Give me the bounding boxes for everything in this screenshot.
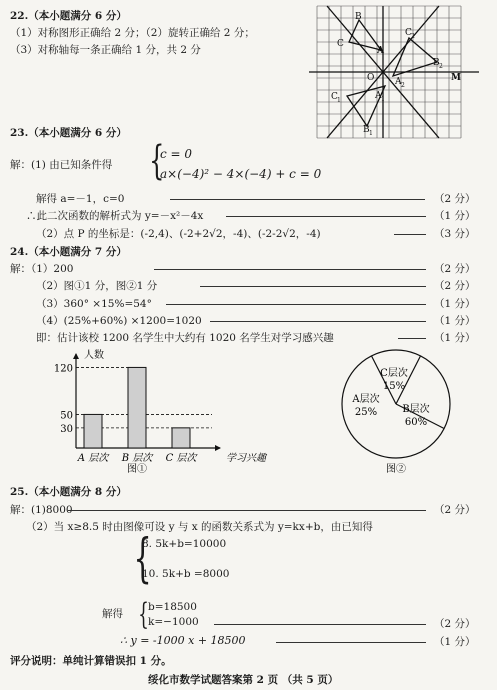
bar-x-arrow xyxy=(215,445,221,451)
bar xyxy=(172,428,190,448)
q25-line1-dash xyxy=(68,510,426,511)
q24-line5: 即：估计该校 1200 名学生中大约有 1020 名学生对学习感兴趣 xyxy=(36,332,334,344)
q24-line3-score: （1 分） xyxy=(434,298,476,310)
q25-final-score: （1 分） xyxy=(434,636,476,648)
bar-y-label: 人数 xyxy=(84,350,104,361)
q25-solve-score: （2 分） xyxy=(434,618,476,630)
bar-chart xyxy=(36,346,286,474)
pie-caption: 图② xyxy=(386,464,406,475)
bar-category-label: C 层次 xyxy=(165,453,197,464)
pie-slice-value: 60% xyxy=(404,417,428,428)
q22-line2: （3）对称轴每一条正确给 1 分，共 2 分 xyxy=(10,44,201,56)
label-A1: A xyxy=(375,91,382,101)
q24-line2: （2）图①1 分，图②1 分 xyxy=(36,280,158,292)
q24-line4-dash xyxy=(210,321,426,322)
label-A1-sub: 1 xyxy=(381,96,385,103)
label-C: C xyxy=(337,39,344,49)
q23-line1-score: （2 分） xyxy=(434,193,476,205)
bar-y-tick-label: 120 xyxy=(53,363,73,375)
q23-line1-dash xyxy=(170,199,425,200)
pie-slice-value: 15% xyxy=(382,381,406,392)
bar xyxy=(128,367,146,448)
label-M: M xyxy=(451,73,461,83)
q22-line1: （1）对称图形正确给 2 分；（2）旋转正确给 2 分； xyxy=(10,27,255,39)
bar-category-label: B 层次 xyxy=(121,453,153,464)
q24-line5-score: （1 分） xyxy=(434,332,476,344)
q25-solve-b: b=18500 xyxy=(148,601,197,613)
q24-line1-score: （2 分） xyxy=(434,263,476,275)
q24-line2-dash xyxy=(200,286,426,287)
bar xyxy=(84,414,102,448)
bar-y-tick-label: 30 xyxy=(60,423,73,435)
q23-line3-score: （3 分） xyxy=(434,228,476,240)
q24-line3-dash xyxy=(166,304,426,305)
q25-final-dash xyxy=(276,642,426,643)
q25-line2: （2）当 x≥8.5 时由图像可设 y 与 x 的函数关系式为 y=kx+b，由已知得 xyxy=(26,521,373,533)
q23-eq2: a×(−4)² − 4×(−4) + c = 0 xyxy=(160,167,322,181)
pie-slice-label: C层次 xyxy=(380,368,408,379)
q25-line1-score: （2 分） xyxy=(434,504,476,516)
pie-slice-label: A层次 xyxy=(352,394,380,405)
label-C1: C xyxy=(331,92,338,102)
q22-title: 22.（本小题满分 6 分） xyxy=(10,10,127,22)
label-C2-sub: 2 xyxy=(411,33,415,40)
q24-title: 24.（本小题满分 7 分） xyxy=(10,246,127,258)
label-B1-sub: 1 xyxy=(369,130,373,137)
label-A: A xyxy=(377,46,384,56)
q25-solve-brace: { xyxy=(138,597,149,632)
pie-slice-boundary xyxy=(396,356,421,404)
label-B2-sub: 2 xyxy=(439,63,443,70)
page-footer: 绥化市数学试题答案第 2 页 （共 5 页） xyxy=(148,674,339,686)
q23-eq1: c = 0 xyxy=(160,147,193,161)
label-C1-sub: 1 xyxy=(337,97,341,104)
bar-y-tick-label: 50 xyxy=(60,410,73,422)
label-A2-sub: 2 xyxy=(401,82,405,89)
label-B1: B xyxy=(363,125,370,135)
q23-line1: 解得 a=－1，c=0 xyxy=(36,193,125,205)
q24-line4-score: （1 分） xyxy=(434,315,476,327)
q24-line5-dash xyxy=(398,338,426,339)
q25-note: 评分说明：单纯计算错误扣 1 分。 xyxy=(10,655,172,667)
q24-line1-dash xyxy=(154,269,426,270)
q24-line2-score: （2 分） xyxy=(434,280,476,292)
q23-line2-dash xyxy=(226,216,426,217)
q25-eq2: 10. 5k+b =8000 xyxy=(142,568,230,580)
q23-solution-intro: 解：(1) 由已知条件得 xyxy=(10,159,113,171)
q25-line1: 解：(1)8000 xyxy=(10,504,73,516)
q24-line3: （3）360° ×15%=54° xyxy=(36,298,152,310)
q23-title: 23.（本小题满分 6 分） xyxy=(10,127,127,139)
label-O: O xyxy=(367,73,375,83)
q25-solve-k: k=−1000 xyxy=(148,616,199,628)
pie-slice-value: 25% xyxy=(354,407,378,418)
q23-line2-score: （1 分） xyxy=(434,210,476,222)
q25-solve-dash xyxy=(214,624,426,625)
bar-x-label: 学习兴趣 xyxy=(226,453,266,464)
q23-line3: （2）点 P 的坐标是：(-2,4)、(-2+2√2，-4)、(-2-2√2，-4) xyxy=(36,228,321,240)
pie-chart xyxy=(310,346,490,478)
label-B: B xyxy=(355,12,362,22)
q23-line2: ∴此二次函数的解析式为 y=－x²－4x xyxy=(26,210,204,222)
q25-eq1: 8. 5k+b=10000 xyxy=(142,538,227,550)
q25-solve-label: 解得 xyxy=(102,608,123,620)
q23-line3-dash xyxy=(394,234,426,235)
label-C2: C xyxy=(405,28,412,38)
q25-final: ∴ y = -1000 x + 18500 xyxy=(120,634,246,647)
label-B2: B xyxy=(433,58,440,68)
q25-title: 25.（本小题满分 8 分） xyxy=(10,486,127,498)
bar-y-arrow xyxy=(73,353,79,359)
bar-caption: 图① xyxy=(127,464,147,474)
q22-grid-figure xyxy=(309,2,489,142)
q23-brace: { xyxy=(149,138,165,184)
label-A2: A xyxy=(395,77,402,87)
q24-line1: 解：（1）200 xyxy=(10,263,74,275)
pie-slice-label: B层次 xyxy=(402,404,430,415)
q24-line4: （4）(25%+60%) ×1200=1020 xyxy=(36,315,202,327)
q25-brace: { xyxy=(133,529,152,589)
bar-category-label: A 层次 xyxy=(77,453,109,464)
